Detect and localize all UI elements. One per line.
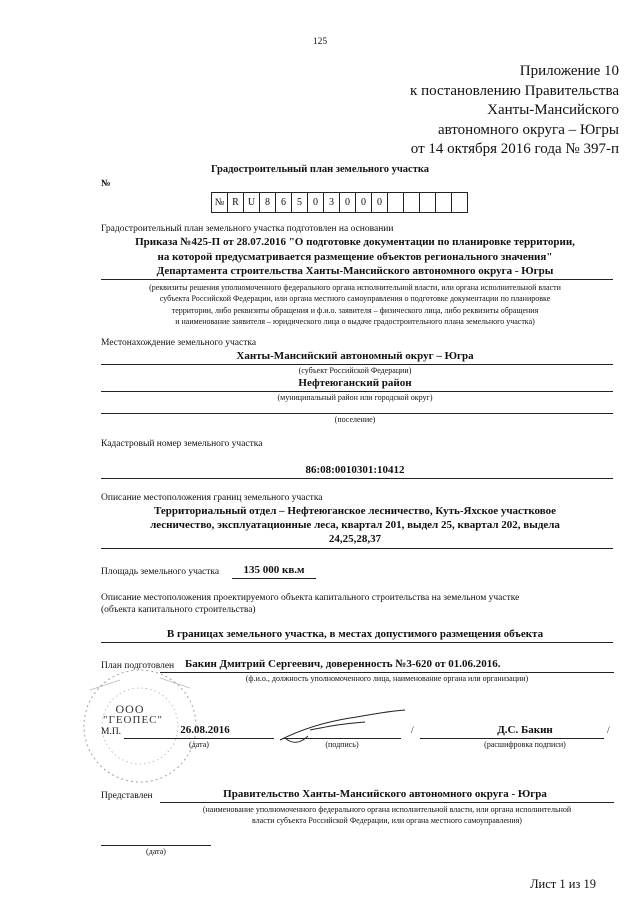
basis-line: на которой предусматривается размещение объектов регионального значения" (157, 250, 553, 263)
plan-number-cell (388, 193, 404, 212)
area-underline (232, 578, 316, 579)
basis-text (95, 235, 615, 279)
location-label: Местонахождение земельного участка (101, 338, 257, 348)
appendix-line-1: Приложение 10 (519, 63, 619, 79)
cadastral-value: 86:08:0010301:10412 (305, 464, 405, 476)
location-district: Нефтеюганский район (298, 377, 412, 389)
basis-line: Департамента строительства Ханты-Мансийского автономного округа - Югры (156, 265, 554, 277)
presented-label: Представлен (101, 791, 153, 801)
basis-note (95, 282, 615, 327)
project-object-underline (101, 642, 613, 643)
plan-number-cell (452, 193, 468, 212)
plan-number-cell: 5 (292, 193, 308, 212)
project-object-label-line: Описание местоположения проектируемого объекта капитального строительства на земельном участке (101, 593, 520, 603)
plan-number-cell: 0 (308, 193, 324, 212)
basis-note-line: (реквизиты решения уполномоченного федерального органа исполнительной власти, или органа исполнительной власти (149, 283, 561, 292)
prepared-caption: (ф.и.о., должность уполномоченного лица, наименование органа или организации) (245, 674, 529, 683)
basis-note-line: территории, либо реквизиты обращения и ф.и.о. заявителя – физического лица, либо реквизиты обращения (171, 305, 539, 315)
boundaries-text (95, 504, 615, 546)
signature-slash-1: / (411, 726, 414, 736)
plan-number-cell: 8 (260, 193, 276, 212)
presented-caption (160, 804, 614, 826)
page-number: 125 (312, 37, 328, 47)
appendix-block (410, 62, 619, 160)
name-underline (420, 738, 604, 739)
boundaries-line: Территориальный отдел – Нефтеюганское лесничество, Куть-Яхское участковое (153, 505, 557, 517)
plan-number-cell: U (244, 193, 260, 212)
settlement-underline (101, 413, 613, 414)
document-title: Градостроительный план земельного участка (210, 164, 429, 175)
basis-note-line: и наименование заявителя – юридического лица о выдаче градостроительного плана земельного участка) (175, 316, 535, 326)
appendix-line-5: от 14 октября 2016 года № 397-п (410, 141, 619, 157)
subject-caption: (субъект Российской Федерации) (298, 366, 412, 375)
plan-number-cell: R (228, 193, 244, 212)
presented-caption-line: власти субъекта Российской Федерации, или органа местного самоуправления) (252, 816, 522, 825)
basis-label: Градостроительный план земельного участка подготовлен на основании (101, 224, 394, 234)
prepared-label: План подготовлен (101, 661, 175, 671)
plan-number-cell: 0 (372, 193, 388, 212)
project-object-value: В границах земельного участка, в местах допустимого размещения объекта (166, 628, 544, 640)
stamp-text-2: "ГЕОПЕС" (102, 714, 163, 726)
plan-number-cell: 0 (340, 193, 356, 212)
boundaries-line: лесничество, эксплуатационные леса, квартал 201, выдел 25, квартал 202, выдела (150, 519, 560, 531)
plan-number-cell: 0 (356, 193, 372, 212)
signature-date: 26.08.2016 (180, 724, 230, 736)
plan-number-grid (211, 192, 468, 213)
basis-line: Приказа №425-П от 28.07.2016 "О подготовке документации по планировке территории, (135, 236, 575, 248)
signature-slash-2: / (607, 726, 610, 736)
basis-note-line: субъекта Российской Федерации, или органа местного самоуправления о подготовке документации по планировке (159, 294, 551, 304)
presented-underline (160, 802, 614, 803)
plan-number-cell: № (212, 193, 228, 212)
presented-value: Правительство Ханты-Мансийского автономного округа - Югра (223, 788, 547, 800)
signature-name: Д.С. Бакин (497, 724, 553, 736)
district-caption: (муниципальный район или городской округ) (277, 393, 433, 402)
plan-number-cell (436, 193, 452, 212)
number-label: № (101, 179, 111, 189)
presented-date-caption: (дата) (146, 847, 166, 856)
appendix-line-4: автономного округа – Югры (437, 121, 619, 138)
boundaries-line: 24,25,28,37 (328, 533, 382, 545)
stamp-text-1: ООО (115, 702, 145, 716)
plan-number-cell (420, 193, 436, 212)
plan-number-cell (404, 193, 420, 212)
appendix-line-2: к постановлению Правительства (410, 82, 619, 99)
date-caption: (дата) (189, 740, 209, 749)
project-object-label-line: (объекта капитального строительства) (101, 605, 256, 615)
boundaries-label: Описание местоположения границ земельного участка (101, 493, 323, 503)
sheet-counter: Лист 1 из 19 (530, 877, 596, 891)
appendix-line-3: Ханты-Мансийского (487, 102, 619, 118)
district-underline (101, 391, 613, 392)
project-object-label (101, 592, 519, 616)
sign-caption: (подпись) (325, 740, 359, 749)
prepared-value: Бакин Дмитрий Сергеевич, доверенность №3-620 от 01.06.2016. (185, 658, 501, 670)
mp-label: М.П. (101, 727, 122, 737)
location-subject: Ханты-Мансийский автономный округ – Югра (236, 350, 474, 362)
settlement-caption: (поселение) (334, 415, 376, 424)
plan-number-cell: 3 (324, 193, 340, 212)
presented-date-underline (101, 845, 211, 846)
boundaries-underline (101, 548, 613, 549)
date-underline (124, 738, 274, 739)
subject-underline (101, 364, 613, 365)
sign-underline (283, 738, 401, 739)
basis-underline (101, 279, 613, 280)
area-value: 135 000 кв.м (243, 564, 305, 576)
area-label: Площадь земельного участка (101, 567, 220, 577)
name-caption: (расшифровка подписи) (484, 740, 566, 749)
presented-caption-line: (наименование уполномоченного федерального органа исполнительной власти, или органа исполнительной (202, 805, 572, 814)
cadastral-underline (101, 478, 613, 479)
cadastral-label: Кадастровый номер земельного участка (101, 439, 263, 449)
plan-number-cell: 6 (276, 193, 292, 212)
